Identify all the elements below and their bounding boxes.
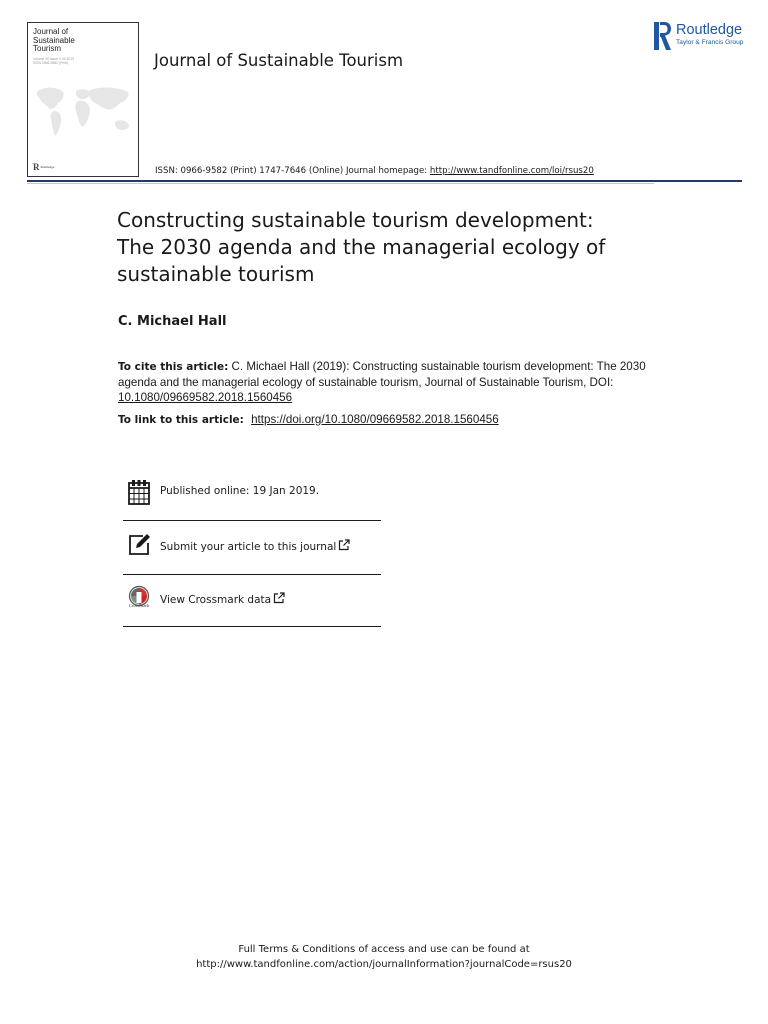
cover-title: [33, 28, 133, 54]
article-doi-url-link[interactable]: https://doi.org/10.1080/09669582.2018.1560456: [251, 413, 499, 426]
author-name: C. Michael Hall: [118, 314, 227, 329]
terms-footer: [0, 942, 768, 972]
published-online-row: [124, 475, 381, 515]
issn-line: [155, 166, 594, 176]
article-title-line: The 2030 agenda and the managerial ecology of: [117, 235, 606, 259]
cover-meta-line: ISSN 0966-9582 (Print): [33, 61, 69, 66]
article-link-block: [118, 413, 499, 426]
header-rule: [27, 180, 742, 182]
info-divider: [123, 520, 381, 521]
published-online-text: Published online: 19 Jan 2019.: [160, 485, 320, 497]
journal-cover-thumbnail: [27, 22, 139, 177]
cover-title-line: Sustainable: [33, 35, 75, 45]
info-divider: [123, 574, 381, 575]
cover-title-line: Tourism: [33, 44, 62, 53]
submit-article-link[interactable]: [124, 529, 381, 569]
link-label: To link to this article:: [118, 414, 244, 426]
submit-article-label: Submit your article to this journal: [160, 541, 337, 553]
pencil-edit-icon: [127, 532, 151, 560]
routledge-mini-logo-icon: R: [33, 161, 40, 172]
header-rule-secondary: [27, 183, 654, 184]
footer-terms-url[interactable]: http://www.tandfonline.com/action/journalInformation?journalCode=rsus20: [196, 959, 572, 970]
view-crossmark-link[interactable]: [124, 582, 381, 622]
crossmark-badge-label: CrossMark: [128, 603, 150, 608]
cover-publisher-name: Routledge: [40, 165, 55, 169]
external-link-icon: [338, 539, 350, 551]
footer-line-1: Full Terms & Conditions of access and use can be found at: [238, 944, 530, 955]
publisher-tagline: Taylor & Francis Group: [676, 39, 744, 46]
crossmark-icon: [127, 585, 151, 613]
calendar-icon: [127, 478, 151, 506]
submit-article-text: [160, 539, 350, 553]
cite-label: To cite this article:: [118, 361, 229, 373]
doi-link[interactable]: 10.1080/09669582.2018.1560456: [118, 391, 293, 404]
article-title-line: sustainable tourism: [117, 262, 315, 286]
publisher-name: Routledge: [676, 22, 743, 38]
view-crossmark-text: [160, 592, 285, 606]
issn-text: ISSN: 0966-9582 (Print) 1747-7646 (Online) Journal homepage:: [155, 166, 428, 176]
article-title: [117, 207, 657, 288]
routledge-r-icon: [654, 22, 672, 50]
cover-meta-line: Volume 00 Issue 0 00 2019: [33, 57, 75, 61]
cover-meta: [33, 57, 89, 65]
routledge-logo: [654, 22, 746, 52]
citation-block: [118, 359, 648, 405]
view-crossmark-label: View Crossmark data: [160, 594, 272, 606]
cover-publisher: [33, 162, 54, 172]
journal-homepage-link[interactable]: http://www.tandfonline.com/loi/rsus20: [429, 166, 594, 176]
world-map-icon: [32, 81, 136, 141]
journal-title: Journal of Sustainable Tourism: [154, 51, 404, 70]
cite-text: C. Michael Hall (2019): Constructing sustainable tourism development: The 2030 agenda and the managerial ecology of sustainable tourism, Journal of Sustainable Tourism, DOI:: [118, 360, 646, 389]
external-link-icon: [273, 592, 285, 604]
info-divider: [123, 626, 381, 627]
cover-title-line: Journal of: [33, 27, 69, 36]
article-title-line: Constructing sustainable tourism development:: [117, 208, 594, 232]
